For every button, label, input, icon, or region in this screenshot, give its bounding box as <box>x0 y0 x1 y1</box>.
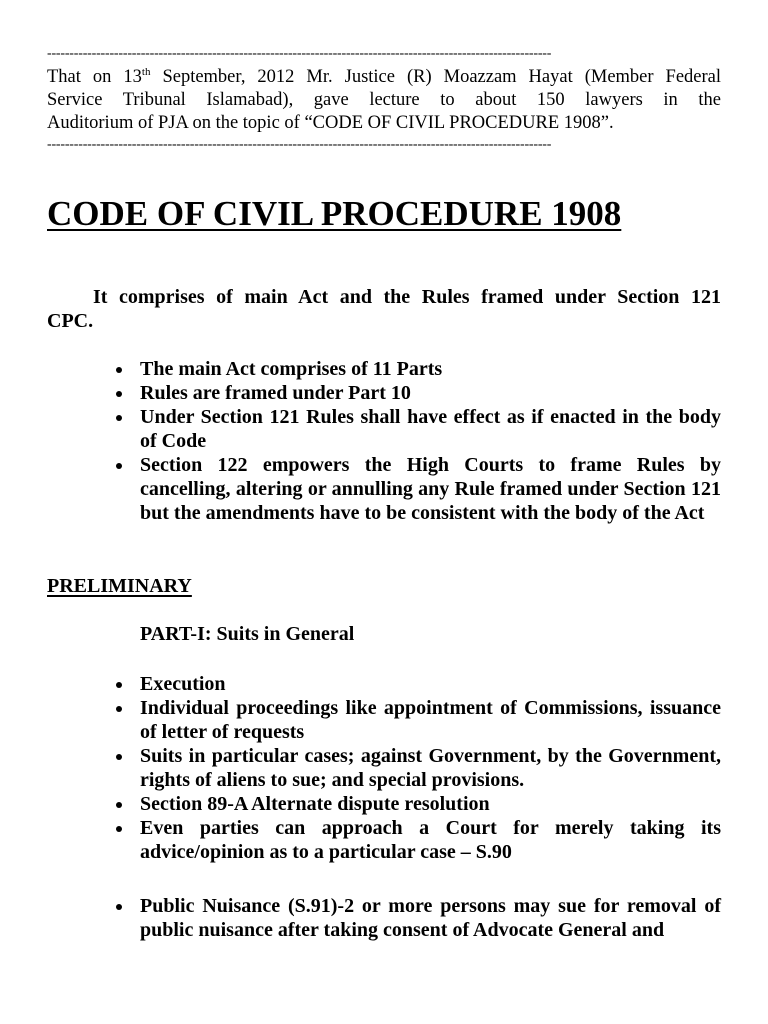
bullet-icon <box>116 391 122 397</box>
list-item: Section 89-A Alternate dispute resolution <box>47 792 721 816</box>
opening-line-2: CPC. <box>47 310 94 332</box>
opening-paragraph <box>47 285 721 333</box>
opening-line-1: It comprises of main Act and the Rules framed under Section 121 <box>93 286 721 308</box>
list-item: Individual proceedings like appointment of Commissions, issuance of letter of requests <box>47 696 721 744</box>
list-item: Rules are framed under Part 10 <box>47 381 721 405</box>
nuisance-bullet-list <box>47 894 721 942</box>
bullet-icon <box>116 367 122 373</box>
bullet-icon <box>116 463 122 469</box>
list-item: Suits in particular cases; against Government, by the Government, rights of aliens to sue; and special provisions. <box>47 744 721 792</box>
bullet-icon <box>116 682 122 688</box>
preliminary-heading: PRELIMINARY <box>47 575 192 597</box>
intro-paragraph <box>47 66 721 135</box>
list-item: Section 122 empowers the High Courts to frame Rules by cancelling, altering or annulling any Rule framed under Section 121 but the amendments have to be consistent with the body of the Act <box>47 453 721 525</box>
intro-line-1 <box>47 66 721 89</box>
bullet-icon <box>116 706 122 712</box>
list-item: The main Act comprises of 11 Parts <box>47 357 721 381</box>
ordinal-suffix: th <box>141 66 151 78</box>
bullet-icon <box>116 754 122 760</box>
document-title: CODE OF CIVIL PROCEDURE 1908 <box>47 194 622 233</box>
act-bullet-list <box>47 357 721 525</box>
list-item: Even parties can approach a Court for merely taking its advice/opinion as to a particular case – S.90 <box>47 816 721 864</box>
bullet-icon <box>116 826 122 832</box>
list-item: Execution <box>47 672 721 696</box>
intro-line-3: Auditorium of PJA on the topic of “CODE OF CIVIL PROCEDURE 1908”. <box>47 113 614 133</box>
bottom-separator: ----------------------------------------------------------------------------------------------------------------- <box>47 137 552 152</box>
bullet-icon <box>116 802 122 808</box>
bullet-icon <box>116 415 122 421</box>
part1-bullet-list <box>47 672 721 864</box>
part-heading: PART-I: Suits in General <box>140 623 355 645</box>
document-page <box>47 0 721 1024</box>
list-item: Under Section 121 Rules shall have effect as if enacted in the body of Code <box>47 405 721 453</box>
bullet-icon <box>116 904 122 910</box>
intro-line-1-end: September, 2012 Mr. Justice (R) Moazzam Hayat (Member Federal <box>150 67 721 87</box>
list-item: Public Nuisance (S.91)-2 or more persons may sue for removal of public nuisance after taking consent of Advocate General and <box>47 894 721 942</box>
intro-line-1-start: That on 13 <box>47 67 142 87</box>
intro-line-2: Service Tribunal Islamabad), gave lecture to about 150 lawyers in the <box>47 90 721 110</box>
top-separator: ----------------------------------------------------------------------------------------------------------------- <box>47 46 552 61</box>
